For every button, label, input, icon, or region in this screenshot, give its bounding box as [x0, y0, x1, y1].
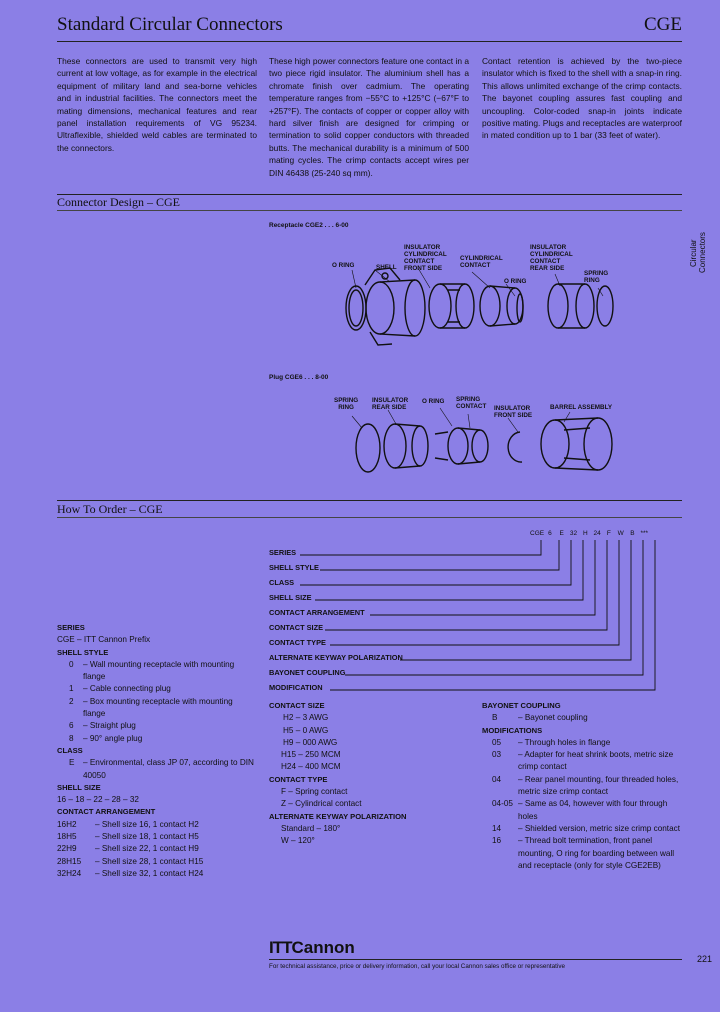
plug-label-spring-ring: SPRING RING [334, 397, 359, 411]
class-heading: CLASS [57, 745, 83, 755]
code-part-shell-size: 32 [569, 530, 578, 537]
order-label-series: SERIES [269, 548, 297, 557]
order-label-shell-style: SHELL STYLE [269, 563, 319, 572]
plug-label-spring-contact: SPRING CONTACT [456, 396, 487, 410]
code-part-bayonet: B [630, 530, 635, 537]
modification-item: 04 – Rear panel mounting, four threaded holes, metric size crimp contact [492, 774, 679, 797]
contact-arrangement-heading: CONTACT ARRANGEMENT [57, 807, 156, 817]
contact-size-heading: CONTACT SIZE [269, 701, 325, 710]
intro-col-2: These high power connectors feature one contact in a two piece rigid insulator. The aluminium shell has a chromate finish over cadmium. The operating temperature ranges from −55°C to +125°C (−67°F to +257°F). The contacts of copper or copper alloy with hard silver finish are designed for crimping or termination to solid copper conductors with threaded butts. The mechanical durability is a minimum of 500 mating cycles. The crimp contacts accept wires per DIN 46438 (25-240 sq mm). [269, 56, 469, 178]
arrangement-item: 28H15 – Shell size 28, 1 contact H15 [57, 856, 204, 866]
design-heading: Connector Design – CGE [57, 195, 180, 209]
modification-item: 16 – Thread bolt termination, front panel mounting, O ring for boarding between wall and receptacle (only for style CGE2EB) [492, 836, 675, 870]
shell-style-item: 0 – Wall mounting receptacle with mounting flange [69, 659, 235, 682]
code-part-style: 6 [548, 530, 552, 537]
arrangement-item: 32H24 – Shell size 32, 1 contact H24 [57, 868, 204, 878]
order-label-shell-size: SHELL SIZE [269, 593, 312, 602]
shell-size-text: 16 – 18 – 22 – 28 – 32 [57, 795, 139, 805]
order-details-left [57, 622, 257, 880]
logo-itt: ITT [269, 938, 292, 957]
plug-label-insulator-rear: INSULATOR REAR SIDE [372, 397, 409, 411]
bayonet-item: B – Bayonet coupling [492, 713, 588, 723]
intro-col-3: Contact retention is achieved by the two-piece insulator which is fixed to the shell with a snap-in ring. This allows unlimited exchange of the crimp contacts. The bayonet coupling assures fast coupling and uncoupling. Color-coded snap-in joints indicate positive mating. Plugs and receptacles are waterproof in mated condition up to 1 bar (33 feet of water). [482, 56, 682, 141]
arrangement-item: 22H9 – Shell size 22, 1 contact H9 [57, 844, 199, 854]
modification-item: 14 – Shielded version, metric size crimp contact [492, 823, 680, 833]
order-heading: How To Order – CGE [57, 502, 163, 516]
modification-item: 03 – Adapter for heat shrink boots, metric size crimp contact [492, 750, 674, 772]
class-item: E – Environmental, class JP 07, according to DIN 40050 [69, 758, 254, 780]
product-code: CGE [644, 14, 682, 35]
contact-type-heading: CONTACT TYPE [269, 774, 328, 784]
shell-size-heading: SHELL SIZE [57, 782, 101, 792]
order-label-contact-type: CONTACT TYPE [269, 638, 326, 647]
order-details-middle [269, 700, 469, 848]
modification-item: 05 – Through holes in flange [492, 737, 611, 747]
contact-size-item: H5 – 0 AWG [283, 725, 329, 735]
contact-size-item: H9 – 000 AWG [283, 737, 338, 747]
logo-cannon: Cannon [291, 938, 355, 957]
receptacle-caption: Receptacle CGE2 . . . 6-00 [269, 222, 349, 229]
contact-type-item: F – Spring contact [281, 787, 348, 797]
order-label-modification: MODIFICATION [269, 683, 323, 692]
order-label-contact-size: CONTACT SIZE [269, 623, 324, 632]
order-label-class: CLASS [269, 578, 295, 587]
code-part-series: CGE [530, 530, 545, 537]
series-text: CGE – ITT Cannon Prefix [57, 635, 151, 645]
bayonet-heading: BAYONET COUPLING [482, 701, 561, 710]
shell-style-heading: SHELL STYLE [57, 647, 109, 657]
intro-col-1: These connectors are used to transmit very high current at low voltage, as for example in the electrical equipment of military land and sea-borne vehicles and in industrial facilities. The connectors meet the mating dimensions, mechanical features and rear panel installation requirements of VG 95234. Ultraflexible, shielded weld cables are terminated to the connectors. [57, 56, 257, 153]
rec-label-insulator-front: INSULATOR CYLINDRICAL CONTACT FRONT SIDE [404, 244, 447, 272]
order-details-right [482, 700, 682, 872]
order-label-contact-arrangement: CONTACT ARRANGEMENT [269, 608, 365, 617]
code-part-contact-size: 24 [593, 530, 601, 537]
footer-note: For technical assistance, price or delivery information, call your local Cannon sales office or representative [269, 963, 565, 970]
plug-caption: Plug CGE6 . . . 8-00 [269, 374, 329, 381]
rec-label-oring-2: O RING [504, 278, 527, 285]
rec-label-spring-ring: SPRING RING [584, 270, 609, 284]
contact-size-item: H24 – 400 MCM [281, 762, 341, 772]
shell-style-item: 8 – 90° angle plug [69, 733, 143, 743]
contact-size-item: H2 – 3 AWG [283, 713, 329, 723]
rec-label-oring: O RING [332, 262, 355, 269]
keyway-heading: ALTERNATE KEYWAY POLARIZATION [269, 811, 407, 821]
side-tab-line2: Connectors [698, 232, 707, 274]
itt-cannon-logo [269, 938, 355, 958]
code-part-contact-type: F [606, 530, 611, 537]
plug-label-insulator-front: INSULATOR FRONT SIDE [494, 405, 533, 419]
rec-label-insulator-rear: INSULATOR CYLINDRICAL CONTACT REAR SIDE [530, 244, 573, 272]
code-part-class: E [559, 530, 564, 537]
order-label-bayonet: BAYONET COUPLING [269, 668, 346, 677]
keyway-item: W – 120° [281, 836, 315, 846]
shell-style-item: 2 – Box mounting receptacle with mounting flange [69, 696, 233, 719]
plug-label-barrel-assembly: BARREL ASSEMBLY [550, 404, 613, 411]
modifications-heading: MODIFICATIONS [482, 725, 543, 735]
code-part-keyway: W [617, 530, 624, 537]
page-title: Standard Circular Connectors [57, 14, 283, 35]
series-heading: SERIES [57, 623, 85, 632]
shell-style-item: 1 – Cable connecting plug [69, 684, 171, 694]
modification-item: 04-05 – Same as 04, however with four through holes [492, 799, 668, 821]
rec-label-cylindrical-contact: CYLINDRICAL CONTACT [460, 255, 503, 269]
contact-size-item: H15 – 250 MCM [281, 750, 341, 760]
arrangement-item: 18H5 – Shell size 18, 1 contact H5 [57, 832, 199, 842]
footer-rule [269, 959, 682, 960]
plug-label-oring: O RING [422, 398, 445, 405]
code-part-arrangement: H [582, 530, 588, 537]
order-label-keyway: ALTERNATE KEYWAY POLARIZATION [269, 653, 403, 662]
arrangement-item: 16H2 – Shell size 16, 1 contact H2 [57, 819, 199, 829]
code-part-modification: *** [640, 530, 649, 537]
shell-style-item: 6 – Straight plug [69, 721, 136, 731]
rec-label-shell: SHELL [376, 264, 397, 271]
contact-type-item: Z – Cylindrical contact [281, 799, 362, 809]
keyway-item: Standard – 180° [281, 823, 341, 833]
side-tab-line1: Circular [689, 239, 698, 267]
page-number: 221 [696, 954, 712, 964]
